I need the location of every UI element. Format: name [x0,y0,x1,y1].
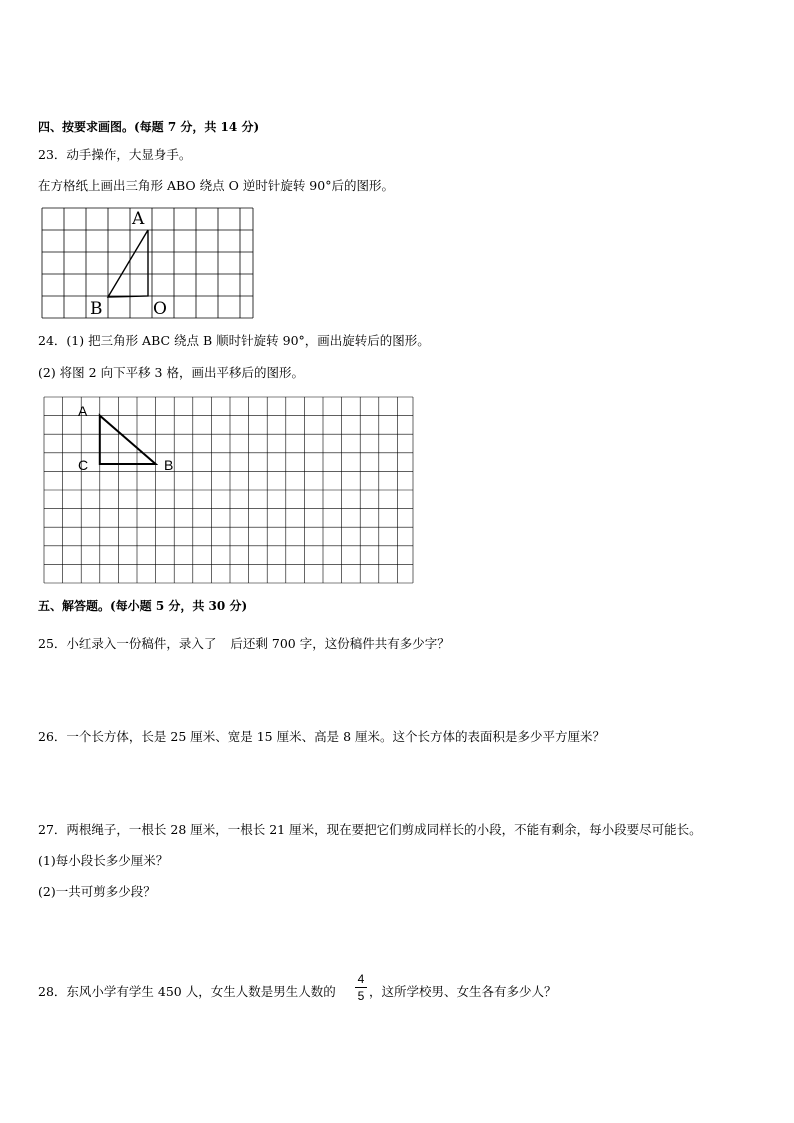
q25-text-after: 后还剩 700 字，这份稿件共有多少字？ [230,636,450,651]
section4-heading: 四、按要求画图。(每题 7 分，共 14 分) [38,120,260,134]
q24-grid [42,395,416,585]
label-a: A [132,209,145,229]
q27-sub2: (2)一共可剪多少段？ [38,884,156,899]
q24-part1: 24．(1) 把三角形 ABC 绕点 B 顺时针旋转 90°，画出旋转后的图形。 [38,333,430,348]
q24-part2: (2) 将图 2 向下平移 3 格，画出平移后的图形。 [38,365,304,380]
q23-title: 23．动手操作，大显身手。 [38,147,192,162]
label-b: B [164,457,174,473]
q28-after: ，这所学校男、女生各有多少人？ [369,984,557,999]
fraction-bar [355,987,367,988]
triangle-abc [100,416,156,464]
q26: 26．一个长方体，长是 25 厘米、宽是 15 厘米、高是 8 厘米。这个长方体的表面积是多少平方厘米？ [38,729,606,744]
section5-heading: 五、解答题。(每小题 5 分，共 30 分) [38,599,248,613]
label-a: A [78,403,88,419]
q28-fraction [355,973,367,1002]
label-c: C [78,457,89,473]
q25-text-before: 25．小红录入一份稿件，录入了 [38,636,217,651]
q28-before: 28．东风小学有学生 450 人，女生人数是男生人数的 [38,984,336,999]
q23-instruction: 在方格纸上画出三角形 ABO 绕点 O 逆时针旋转 90°后的图形。 [38,178,394,193]
label-b: B [90,299,103,319]
fraction-numerator: 4 [357,972,365,986]
label-o: O [153,299,167,319]
q25 [38,636,450,652]
triangle-abo [108,230,148,297]
q23-grid [40,206,260,320]
fraction-denominator: 5 [357,989,365,1003]
q27-sub1: (1)每小段长多少厘米？ [38,853,169,868]
q27-stem: 27．两根绳子，一根长 28 厘米，一根长 21 厘米，现在要把它们剪成同样长的小段，不能有剩余，每小段要尽可能长。 [38,822,702,837]
